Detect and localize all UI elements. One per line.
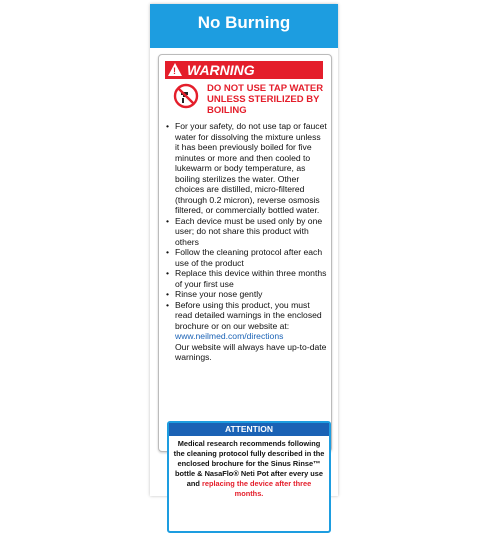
attention-red-text: replacing the device after three months.	[201, 479, 312, 498]
list-item: Our website will always have up-to-date warnings.	[175, 341, 327, 362]
attention-main-text: Medical research recommends following the cleaning protocol fully described in the enclosed brochure for the Sinus Rinse™ bottle & NasaFlo® Neti Pot after every use and	[173, 439, 325, 488]
list-item: • Each device must be used only by one user; do not share this product with others	[165, 216, 327, 248]
list-item: • Before using this product, you must read detailed warnings in the enclosed brochure or on our website at:	[165, 300, 327, 332]
warning-list	[165, 121, 327, 363]
package-panel	[150, 4, 338, 496]
list-item: • Replace this device within three months of your first use	[165, 268, 327, 289]
no-tap-water-icon	[173, 83, 199, 109]
warning-card	[158, 54, 332, 498]
tap-water-warning	[207, 83, 329, 116]
attention-title: ATTENTION	[169, 423, 329, 436]
tap-warning-line: UNLESS STERILIZED BY	[207, 94, 320, 105]
warning-title: WARNING	[187, 62, 255, 78]
header-banner	[150, 4, 338, 48]
tap-warning-line: BOILING	[207, 105, 247, 116]
attention-box	[167, 421, 331, 533]
list-item: • Follow the cleaning protocol after each use of the product	[165, 247, 327, 268]
warning-triangle-mark: !	[173, 66, 176, 76]
attention-text	[173, 439, 325, 499]
website-link[interactable]: www.neilmed.com/directions	[175, 331, 284, 341]
tap-warning-line: DO NOT USE TAP WATER	[207, 83, 324, 94]
warning-bar	[165, 61, 323, 79]
page-title: No Burning	[197, 13, 291, 32]
list-item: • For your safety, do not use tap or faucet water for dissolving the mixture unless it has been previously boiled for five minutes or more and then cooled to lukewarm or body temperature, as boiling sterilizes the water. Other choices are distilled, micro-filtered (through 0.2 micron), reverse osmosis filtered, or commercially bottled water.	[165, 121, 327, 216]
list-item: • Rinse your nose gently	[165, 289, 327, 300]
